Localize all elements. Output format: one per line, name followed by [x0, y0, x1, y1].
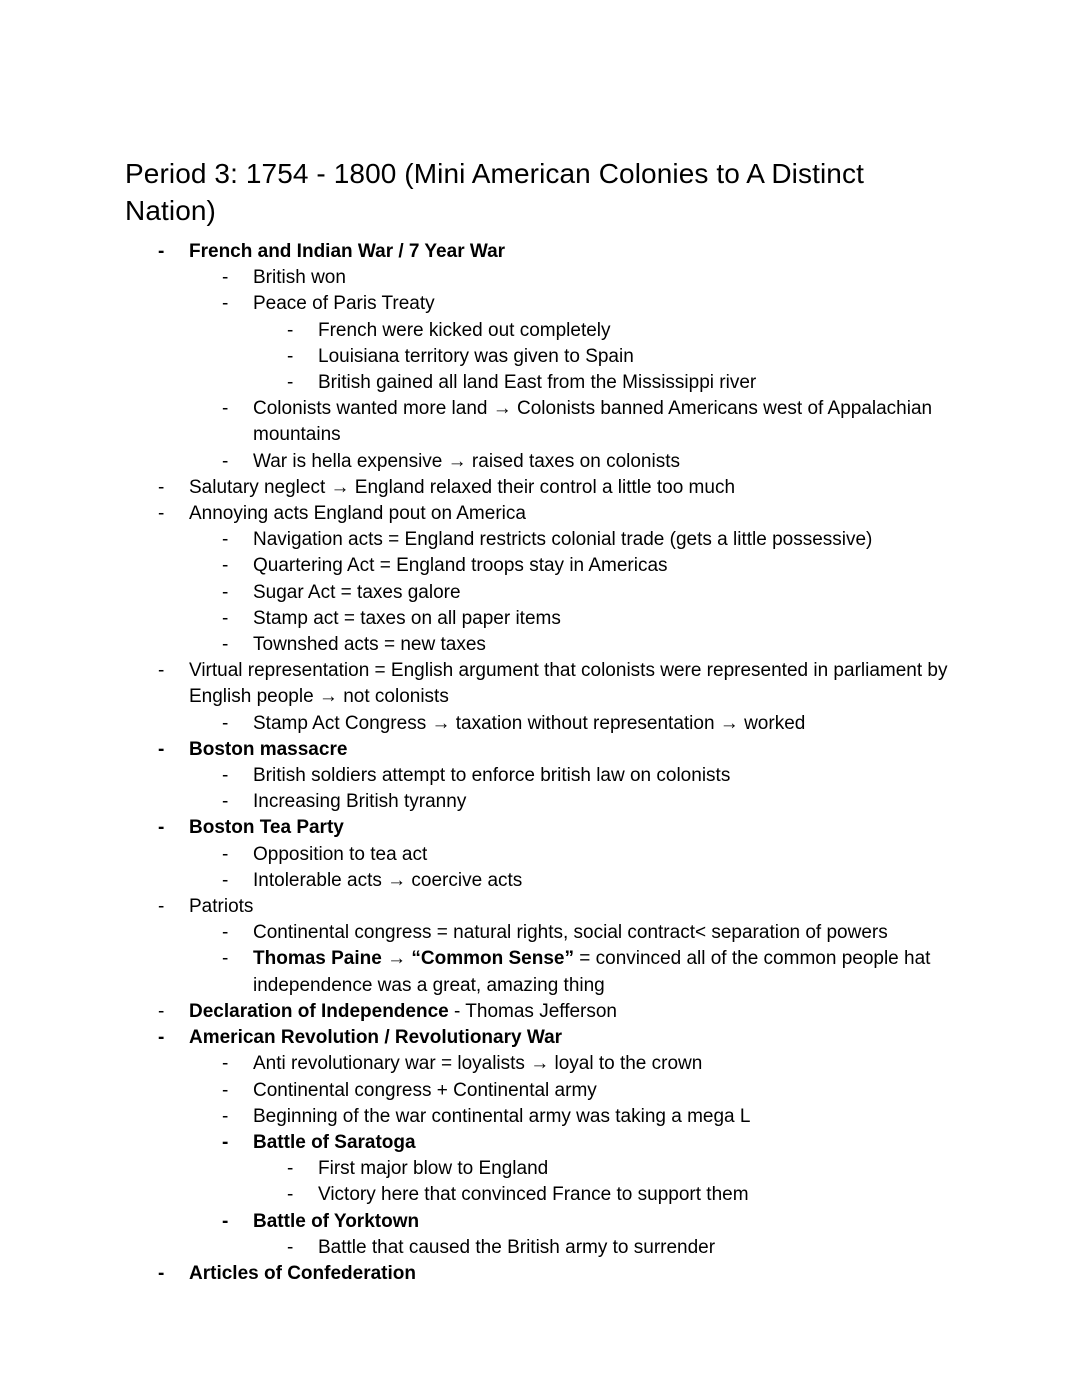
bullet-dash-icon: - — [222, 450, 229, 472]
outline-item-label: Boston Tea Party — [189, 817, 344, 839]
outline-item-label: Sugar Act = taxes galore — [253, 581, 461, 603]
outline-item — [222, 842, 955, 868]
outline-item-label: British gained all land East from the Mississippi river — [318, 372, 757, 394]
outline-item-label: Navigation acts = England restricts colonial trade (gets a little possessive) — [253, 529, 873, 551]
outline-item-label: Louisiana territory was given to Spain — [318, 345, 634, 367]
outline-item-label: French were kicked out completely — [318, 319, 611, 341]
outline-item-emphasis: Thomas Paine → “Common Sense” — [253, 948, 574, 970]
bullet-dash-icon: - — [158, 241, 165, 262]
bullet-dash-icon: - — [158, 660, 165, 682]
outline-item — [222, 553, 955, 579]
bullet-dash-icon: - — [222, 843, 229, 865]
bullet-dash-icon: - — [222, 712, 229, 734]
outline-item-label: Townshed acts = new taxes — [253, 634, 486, 656]
outline-item — [222, 265, 955, 291]
outline-item-label: Annoying acts England pout on America — [189, 503, 526, 525]
outline-item — [222, 291, 955, 317]
outline-item — [158, 658, 955, 710]
outline-item — [222, 1078, 955, 1104]
outline-list — [125, 239, 955, 1287]
bullet-dash-icon: - — [287, 345, 294, 367]
bullet-dash-icon: - — [222, 293, 229, 315]
outline-item-label: French and Indian War / 7 Year War — [189, 241, 506, 262]
outline-item — [222, 527, 955, 553]
outline-item — [222, 632, 955, 658]
bullet-dash-icon: - — [222, 634, 229, 656]
outline-item-label: Patriots — [189, 896, 254, 918]
bullet-dash-icon: - — [222, 765, 229, 787]
outline-item — [287, 1235, 955, 1261]
outline-item — [287, 318, 955, 344]
outline-item-label: Anti revolutionary war = loyalists → loyal to the crown — [253, 1053, 703, 1075]
bullet-dash-icon: - — [158, 817, 165, 839]
outline-item — [158, 501, 955, 527]
bullet-dash-icon: - — [222, 607, 229, 629]
outline-item — [158, 999, 955, 1025]
outline-item-label: Quartering Act = England troops stay in Americas — [253, 555, 668, 577]
outline-item-emphasis: Declaration of Independence — [189, 1000, 449, 1022]
outline-item-label: Opposition to tea act — [253, 843, 428, 865]
bullet-dash-icon: - — [287, 1158, 294, 1180]
outline-item — [222, 763, 955, 789]
outline-item-label: Boston massacre — [189, 738, 348, 760]
bullet-dash-icon: - — [222, 869, 229, 891]
outline-item-label: Victory here that convinced France to support them — [318, 1184, 749, 1206]
outline-item-label: Articles of Confederation — [189, 1262, 416, 1284]
bullet-dash-icon: - — [158, 1027, 165, 1049]
outline-item-label: British soldiers attempt to enforce british law on colonists — [253, 765, 731, 787]
outline-item-label: American Revolution / Revolutionary War — [189, 1027, 563, 1049]
outline-item-label: Thomas Paine → “Common Sense” = convinced all of the common people hat independence was a great, amazing thing — [253, 948, 931, 996]
bullet-dash-icon: - — [222, 529, 229, 551]
outline-item — [222, 1051, 955, 1077]
outline-item-label: Continental congress = natural rights, social contract< separation of powers — [253, 922, 888, 944]
bullet-dash-icon: - — [222, 791, 229, 813]
outline-item — [222, 789, 955, 815]
bullet-dash-icon: - — [222, 1079, 229, 1101]
bullet-dash-icon: - — [222, 1131, 229, 1153]
outline-item — [222, 711, 955, 737]
outline-item-label: First major blow to England — [318, 1158, 549, 1180]
bullet-dash-icon: - — [222, 922, 229, 944]
outline-item-label: Battle that caused the British army to surrender — [318, 1236, 716, 1258]
outline-item-label: Increasing British tyranny — [253, 791, 467, 813]
outline-item-label: Intolerable acts → coercive acts — [253, 869, 523, 891]
outline-item — [287, 1156, 955, 1182]
bullet-dash-icon: - — [158, 503, 165, 525]
bullet-dash-icon: - — [222, 948, 229, 970]
outline-item — [222, 1104, 955, 1130]
outline-item — [158, 737, 955, 763]
outline-item — [158, 894, 955, 920]
outline-item-label: Declaration of Independence - Thomas Jefferson — [189, 1000, 617, 1022]
bullet-dash-icon: - — [158, 1262, 165, 1284]
outline-item-label: British won — [253, 267, 346, 289]
outline-item — [158, 1025, 955, 1051]
bullet-dash-icon: - — [158, 738, 165, 760]
bullet-dash-icon: - — [158, 476, 165, 498]
outline-item-label: Stamp act = taxes on all paper items — [253, 607, 561, 629]
outline-item — [287, 370, 955, 396]
outline-item — [222, 449, 955, 475]
bullet-dash-icon: - — [287, 1184, 294, 1206]
page-title: Period 3: 1754 - 1800 (Mini American Colonies to A Distinct Nation) — [125, 158, 864, 226]
bullet-dash-icon: - — [222, 1105, 229, 1127]
outline-item — [222, 396, 955, 448]
outline-item — [222, 920, 955, 946]
bullet-dash-icon: - — [287, 1236, 294, 1258]
outline-item-label: Colonists wanted more land → Colonists banned Americans west of Appalachian mountains — [253, 398, 933, 446]
outline-item-label: Continental congress + Continental army — [253, 1079, 597, 1101]
bullet-dash-icon: - — [222, 581, 229, 603]
outline-item — [222, 946, 955, 998]
outline-item-label: War is hella expensive → raised taxes on colonists — [253, 450, 680, 472]
outline-item — [222, 1130, 955, 1156]
bullet-dash-icon: - — [287, 372, 294, 394]
bullet-dash-icon: - — [287, 319, 294, 341]
outline-item — [287, 344, 955, 370]
bullet-dash-icon: - — [222, 1210, 229, 1232]
outline-item-label: Salutary neglect → England relaxed their control a little too much — [189, 476, 736, 498]
outline-item — [222, 868, 955, 894]
outline-item — [287, 1182, 955, 1208]
bullet-dash-icon: - — [222, 555, 229, 577]
outline-item-label: Battle of Yorktown — [253, 1210, 420, 1232]
bullet-dash-icon: - — [222, 1053, 229, 1075]
bullet-dash-icon: - — [158, 896, 165, 918]
outline-item-label: Battle of Saratoga — [253, 1131, 416, 1153]
bullet-dash-icon: - — [222, 267, 229, 289]
outline-item — [222, 606, 955, 632]
outline-item — [158, 815, 955, 841]
outline-item — [158, 1261, 955, 1287]
outline-item — [158, 475, 955, 501]
outline-item — [222, 1209, 955, 1235]
outline-item-label: Peace of Paris Treaty — [253, 293, 435, 315]
outline-item — [222, 580, 955, 606]
outline-item — [158, 239, 955, 265]
outline-item-label: Virtual representation = English argument that colonists were represented in parliament by English people → not colonists — [189, 660, 948, 708]
bullet-dash-icon: - — [222, 398, 229, 420]
outline-item-label: Stamp Act Congress → taxation without representation → worked — [253, 712, 806, 734]
bullet-dash-icon: - — [158, 1000, 165, 1022]
outline-item-label: Beginning of the war continental army was taking a mega L — [253, 1105, 751, 1127]
